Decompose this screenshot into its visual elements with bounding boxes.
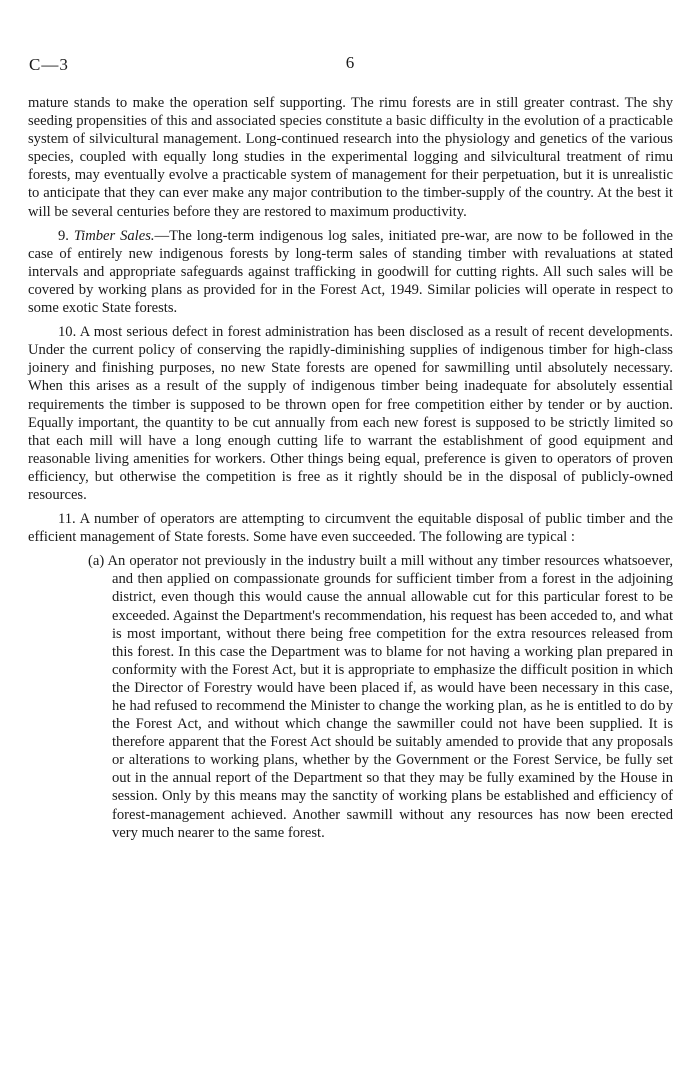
paragraph-9-text: —The long-term indigenous log sales, initiated pre-war, are now to be followed in the case of entirely new indigenous forests by long-term sales of standing timber with revaluations at stated intervals and appropriate safeguards against trafficking in goodwill for cutting rights. All such sales will be covered by working plans as provided for in the Forest Act, 1949. Similar policies will operate in respect to some exotic State forests. bbox=[28, 227, 673, 317]
paragraph-11a-text: An operator not previously in the industry built a mill without any timber resources whatsoever, and then applied on compassionate grounds for sufficient timber from a forest in the adjoining district, even though this would cause the annual allowable cut for this particular forest to be exceeded. Against the Department's recommendation, his request has been acceded to, and what is most important, without there being free competition for the extra resources released from this forest. In this case the Department was to blame for not having a working plan prepared in conformity with the Forest Act, but it is appropriate to emphasize the difficult position in which the Director of Forestry would have been placed if, as would have been necessary in this case, he had refused to recommend the Minister to change the working plan, as he is entitled to do by the Forest Act, and without which change the sawmiller could not have been supplied. It is therefore apparent that the Forest Act should be suitably amended to provide that any proposals or alterations to working plans, whether by the Government or the Forest Service, be fully set out in the annual report of the Department so that they may be fully examined by the House in session. Only by this means may the sanctity of working plans be established and efficiency of forest-management achieved. Another sawmill without any resources has now been erected very much nearer to the same forest. bbox=[107, 553, 673, 841]
paragraph-11a bbox=[28, 552, 673, 842]
paragraph-continuation: mature stands to make the operation self supporting. The rimu forests are in still greater contrast. The shy seeding propensities of this and associated species constitute a basic difficulty in the evolution of a practicable system of silvicultural management. Long-continued research into the physiology and genetics of the various species, coupled with equally long studies in the experimental logging and silvicultural treatment of rimu forests, may eventually evolve a practicable system of management for their perpetuation, but it is unrealistic to anticipate that they can ever make any major contribution to the timber-supply of the country. At the best it will be several centuries before they are restored to maximum productivity. bbox=[28, 95, 673, 220]
document-code: C—3 bbox=[29, 55, 69, 74]
paragraph-10: 10. A most serious defect in forest administration has been disclosed as a result of recent developments. Under the current policy of conserving the rapidly-diminishing supplies of indigenous timber for high-class joinery and finishing purposes, no new State forests are opened for sawmilling until absolutely necessary. When this arises as a result of the supply of indigenous timber being inadequate for absolutely essential requirements the timber is supposed to be thrown open for free competition either by tender or by auction. Equally important, the quantity to be cut annually from each new forest is supposed to be strictly limited so that each mill will have a long enough cutting life to warrant the establishment of good equipment and reasonable living amenities for workers. Other things being equal, preference is given to operators of proven efficiency, but otherwise the competition is free as it rightly should be in the disposal of publicly-owned resources. bbox=[28, 324, 673, 503]
paragraph-9-heading: Timber Sales. bbox=[73, 227, 155, 244]
document-body bbox=[28, 94, 673, 848]
paragraph-11a-label: (a) bbox=[88, 553, 105, 570]
paragraph-9-number: 9. bbox=[58, 227, 69, 244]
paragraph-9 bbox=[28, 227, 673, 317]
paragraph-11: 11. A number of operators are attempting to circumvent the equitable disposal of public timber and the efficient management of State forests. Some have even succeeded. The following are typical : bbox=[28, 511, 673, 546]
page-number: 6 bbox=[345, 53, 355, 72]
